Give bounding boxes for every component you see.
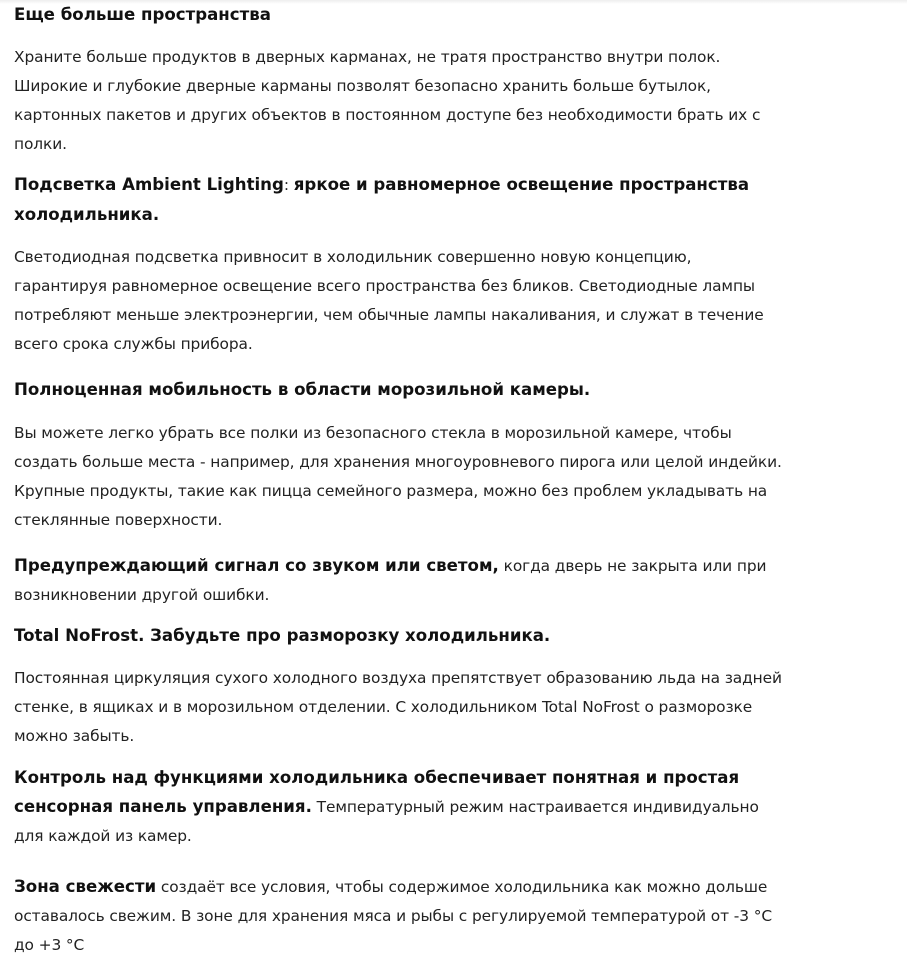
paragraph-warning-signal: [14, 551, 766, 610]
text-line: полки.: [14, 135, 67, 153]
text-line: можно забыть.: [14, 727, 135, 745]
text-line: всего срока службы прибора.: [14, 335, 253, 353]
heading-freezer-mobility: Полноценная мобильность в области морозильной камеры.: [14, 380, 591, 399]
text-line: до +3 °C: [14, 936, 85, 954]
text-line: Постоянная циркуляция сухого холодного воздуха препятствует образованию льда на задней: [14, 669, 782, 687]
heading-control-panel: Контроль над функциями холодильника обеспечивает понятная и простая: [14, 768, 740, 787]
heading-freezer-mobility-wrap: [14, 375, 590, 404]
text-inline: Температурный режим настраивается индивидуально: [311, 798, 759, 816]
paragraph-more-space: [14, 43, 760, 159]
paragraph-freshness-zone: [14, 872, 772, 960]
paragraph-freezer-mobility: [14, 419, 782, 535]
heading-ambient-c: холодильника.: [14, 205, 160, 224]
text-line: Вы можете легко убрать все полки из безопасного стекла в морозильной камере, чтобы: [14, 424, 732, 442]
text-line: возникновении другой ошибки.: [14, 586, 270, 604]
heading-warning-signal: Предупреждающий сигнал со звуком или светом,: [14, 556, 499, 575]
text-line: картонных пакетов и других объектов в постоянном доступе без необходимости брать их с: [14, 106, 761, 124]
heading-ambient-colon: :: [283, 176, 294, 194]
text-line: гарантируя равномерное освещение всего пространства без бликов. Светодиодные лампы: [14, 277, 755, 295]
heading-ambient-b: яркое и равномерное освещение пространства: [293, 175, 750, 194]
text-line: Широкие и глубокие дверные карманы позволят безопасно хранить больше бутылок,: [14, 77, 711, 95]
heading-ambient-lighting: [14, 170, 749, 229]
text-line: Светодиодная подсветка привносит в холодильник совершенно новую концепцию,: [14, 248, 692, 266]
text-inline: создаёт все условия, чтобы содержимое холодильника как можно дольше: [156, 878, 768, 896]
text-line: Крупные продукты, такие как пицца семейного размера, можно без проблем укладывать на: [14, 482, 768, 500]
heading-control-panel-cont: сенсорная панель управления.: [14, 797, 312, 816]
text-line: создать больше места - например, для хранения многоуровневого пирога или целой индейки.: [14, 453, 782, 471]
paragraph-ambient-lighting: [14, 243, 764, 359]
heading-nofrost: Total NoFrost. Забудьте про разморозку холодильника.: [14, 626, 551, 645]
paragraph-nofrost: [14, 664, 782, 751]
paragraph-control-panel: [14, 763, 759, 851]
heading-ambient-a: Подсветка Ambient Lighting: [14, 175, 284, 194]
text-line: для каждой из камер.: [14, 827, 192, 845]
text-line: стеклянные поверхности.: [14, 511, 223, 529]
text-line: потребляют меньше электроэнергии, чем обычные лампы накаливания, и служат в течение: [14, 306, 764, 324]
section-more-space: [14, 0, 271, 29]
text-line: оставалось свежим. В зоне для хранения мяса и рыбы с регулируемой температурой от -3 °C: [14, 907, 772, 925]
heading-more-space: Еще больше пространства: [14, 5, 271, 24]
heading-nofrost-wrap: [14, 621, 550, 650]
text-line: стенке, в ящиках и в морозильном отделении. С холодильником Total NoFrost о разморозке: [14, 698, 753, 716]
heading-freshness-zone: Зона свежести: [14, 877, 157, 896]
text-inline: когда дверь не закрыта или при: [498, 557, 767, 575]
text-line: Храните больше продуктов в дверных карманах, не тратя пространство внутри полок.: [14, 48, 721, 66]
